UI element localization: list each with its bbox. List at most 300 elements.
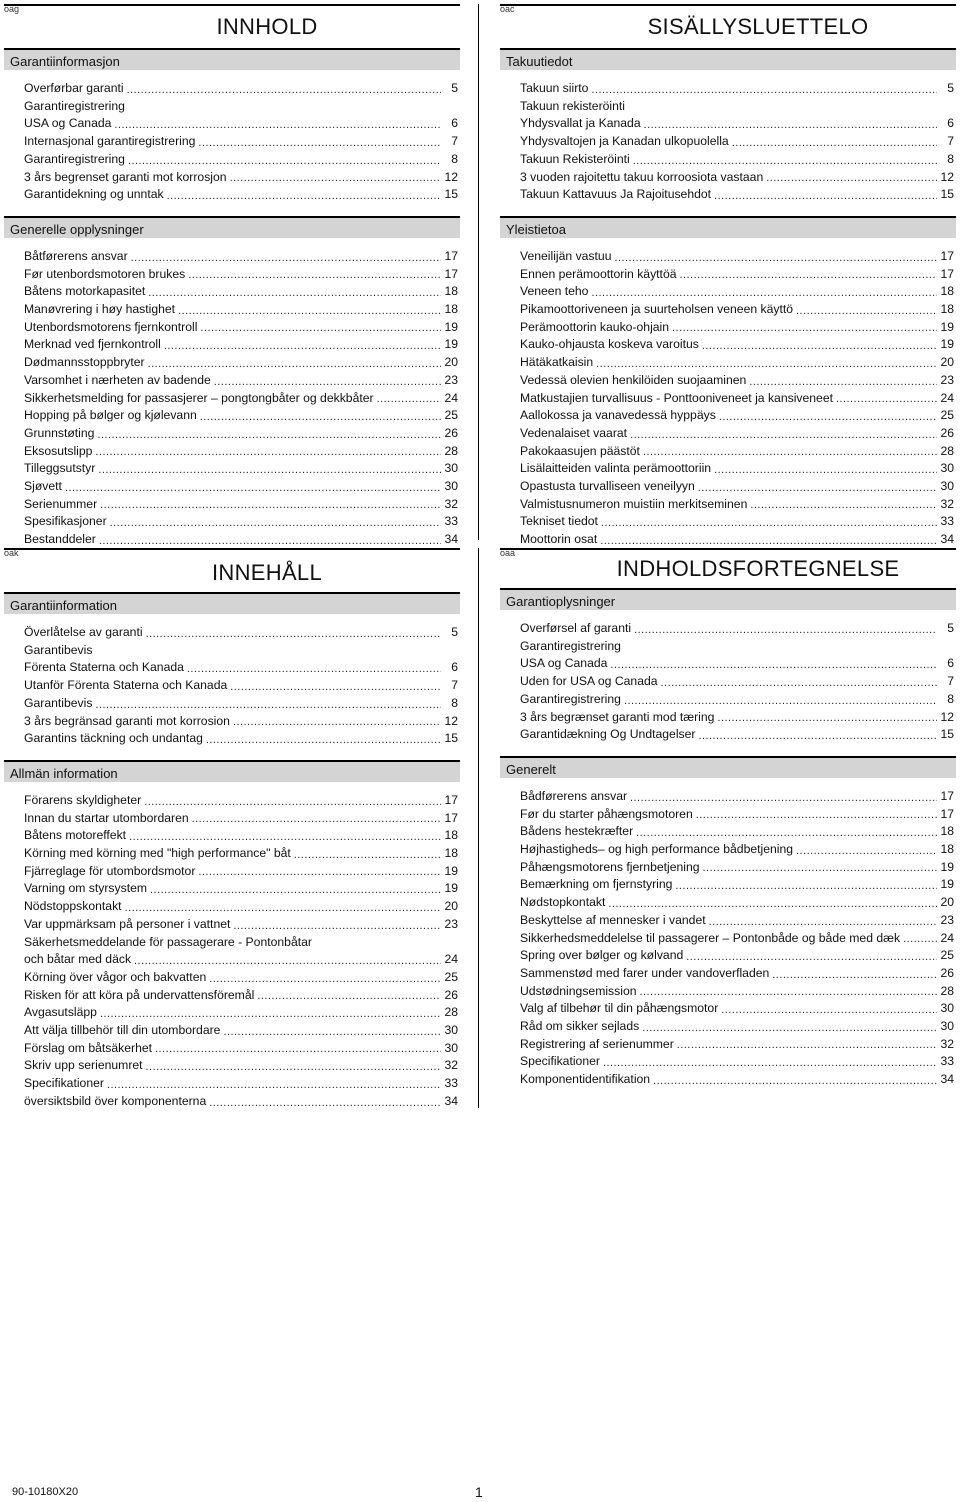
toc-entry-label: Grunnstøting <box>24 425 95 440</box>
toc-entry[interactable] <box>24 951 458 969</box>
section-heading: Takuutiedot <box>500 48 956 70</box>
dot-leader <box>603 1056 937 1071</box>
toc-entry[interactable] <box>520 460 954 478</box>
toc-entry[interactable] <box>520 930 954 948</box>
toc-entry-label: Varning om styrsystem <box>24 881 148 896</box>
toc-sections <box>4 592 460 1123</box>
toc-entry-page: 8 <box>451 151 458 166</box>
toc-entry-page: 15 <box>444 731 458 746</box>
toc-entry[interactable] <box>520 1036 954 1054</box>
toc-entry-label: Perämoottorin kauko-ohjain <box>520 319 670 334</box>
dot-leader <box>206 733 441 748</box>
toc-entry-page: 8 <box>947 151 954 166</box>
toc-entry[interactable] <box>520 169 954 187</box>
dot-leader <box>672 321 937 336</box>
toc-entry[interactable] <box>520 806 954 824</box>
toc-entry-label: Før du starter påhængsmotoren <box>520 806 693 821</box>
toc-entry-label: Förarens skyldigheter <box>24 792 142 807</box>
toc-entry-page: 6 <box>451 116 458 131</box>
toc-entry-page: 18 <box>444 284 458 299</box>
dot-leader <box>601 516 937 531</box>
toc-entry-label: Vedenalaiset vaarat <box>520 425 628 440</box>
dot-leader <box>164 339 441 354</box>
toc-entry[interactable] <box>520 98 954 116</box>
toc-entry[interactable] <box>24 624 458 642</box>
dot-leader <box>714 189 937 204</box>
toc-entry-label: Valmistusnumeron muistiin merkitseminen <box>520 496 748 511</box>
toc-entry-label: Garantiregistrering <box>520 638 621 653</box>
dot-leader <box>198 136 441 151</box>
toc-entry[interactable] <box>24 880 458 898</box>
toc-entry-label: Utanför Förenta Staterna och Kanada <box>24 678 228 693</box>
toc-entry-page: 30 <box>444 1040 458 1055</box>
toc-title: INNHOLD <box>216 14 318 39</box>
toc-entry[interactable] <box>24 1075 458 1093</box>
dot-leader <box>630 428 937 443</box>
toc-sections <box>500 588 956 1101</box>
toc-entry[interactable] <box>520 390 954 408</box>
toc-entry[interactable] <box>24 1093 458 1111</box>
toc-entry-label: Dødmannsstoppbryter <box>24 355 145 370</box>
toc-entry-label: Moottorin osat <box>520 532 598 547</box>
toc-entry-page: 15 <box>940 187 954 202</box>
toc-entry-page: 34 <box>940 1072 954 1087</box>
toc-entry-page: 20 <box>444 355 458 370</box>
dot-leader <box>230 171 441 186</box>
toc-entry-page: 20 <box>940 895 954 910</box>
toc-entry-page: 15 <box>444 187 458 202</box>
toc-entry-label: Serienummer <box>24 496 98 511</box>
dot-leader <box>129 830 441 845</box>
toc-entry-label: Garantiregistrering <box>520 691 621 706</box>
toc-entry-label: Sammenstød med farer under vandoverfladen <box>520 965 770 980</box>
toc-entry[interactable] <box>520 841 954 859</box>
toc-entry[interactable] <box>520 947 954 965</box>
toc-entry-label: Hopping på bølger og kjølevann <box>24 408 197 423</box>
dot-leader <box>209 972 441 987</box>
toc-entry-label: Garantiregistrering <box>24 98 125 113</box>
language-code: oaa <box>500 548 516 558</box>
toc-entry-label: Förenta Staterna och Kanada <box>24 660 184 675</box>
toc-entry-page: 28 <box>940 983 954 998</box>
toc-entry-page: 5 <box>451 81 458 95</box>
toc-entry[interactable] <box>24 810 458 828</box>
dot-leader <box>661 676 937 691</box>
toc-entry-page: 7 <box>451 134 458 149</box>
toc-entry-label: 3 års begrenset garanti mot korrosjon <box>24 169 227 184</box>
dot-leader <box>696 808 937 823</box>
dot-leader <box>643 445 937 460</box>
toc-entry[interactable] <box>24 372 458 390</box>
dot-leader <box>223 1025 441 1040</box>
dot-leader <box>167 189 441 204</box>
toc-entry[interactable] <box>520 354 954 372</box>
toc-entry-label: Garantibevis <box>24 642 93 657</box>
toc-entry-label: Matkustajien turvallisuus - Ponttooniveneet ja kansiveneet <box>520 390 833 405</box>
toc-entry-page: 30 <box>940 1001 954 1016</box>
dot-leader <box>198 865 441 880</box>
toc-entry-page: 25 <box>940 408 954 423</box>
toc-entry[interactable] <box>24 898 458 916</box>
toc-entry[interactable] <box>520 1071 954 1089</box>
dot-leader <box>125 901 441 916</box>
toc-entry-list <box>4 624 460 748</box>
toc-entry-label: Før utenbordsmotoren brukes <box>24 266 186 281</box>
language-code: oak <box>4 548 19 558</box>
dot-leader <box>155 1042 441 1057</box>
toc-entry[interactable] <box>520 638 954 656</box>
dot-leader <box>766 171 937 186</box>
toc-entry[interactable] <box>520 266 954 284</box>
toc-entry-label: Registrering af serienummer <box>520 1036 674 1051</box>
toc-entry[interactable] <box>24 478 458 496</box>
toc-entry-label: Internasjonal garantiregistrering <box>24 134 196 149</box>
toc-entry[interactable] <box>24 792 458 810</box>
dot-leader <box>634 623 937 638</box>
toc-entry-page: 26 <box>444 987 458 1002</box>
toc-entry[interactable] <box>520 1053 954 1071</box>
toc-entry-label: Komponentidentifikation <box>520 1072 651 1087</box>
toc-entry-label: Valg af tilbehør til din påhængsmotor <box>520 1001 719 1016</box>
toc-entry[interactable] <box>24 713 458 731</box>
toc-entry-label: Förslag om båtsäkerhet <box>24 1040 153 1055</box>
toc-entry-label: Båtens motoreffekt <box>24 828 127 843</box>
toc-entry[interactable] <box>520 407 954 425</box>
toc-entry[interactable] <box>520 531 954 549</box>
toc-entry[interactable] <box>24 425 458 443</box>
toc-entry[interactable] <box>24 266 458 284</box>
dot-leader <box>653 1074 937 1089</box>
toc-entry-page: 17 <box>940 248 954 263</box>
toc-entry-page: 17 <box>444 810 458 825</box>
toc-entry[interactable] <box>520 620 954 638</box>
toc-entry[interactable] <box>24 354 458 372</box>
toc-entry-label: Överlåtelse av garanti <box>24 625 143 639</box>
toc-entry-page: 20 <box>940 355 954 370</box>
dot-leader <box>702 339 937 354</box>
dot-leader <box>98 463 441 478</box>
toc-entry-label: Yhdysvaltojen ja Kanadan ulkopuolella <box>520 134 729 149</box>
toc-entry-label: Garantibevis <box>24 695 93 710</box>
toc-entry[interactable] <box>24 460 458 478</box>
toc-entry[interactable] <box>24 248 458 266</box>
toc-entry-label: Lisälaitteiden valinta perämoottoriin <box>520 461 712 476</box>
toc-entry-page: 6 <box>451 660 458 675</box>
toc-entry[interactable] <box>24 115 458 133</box>
toc-entry-label: Sikkerhedsmeddelelse til passagerer – Pontonbåde og både med dæk <box>520 930 901 945</box>
toc-entry-label: Merknad ved fjernkontroll <box>24 337 161 352</box>
toc-entry[interactable] <box>24 390 458 408</box>
dot-leader <box>709 915 937 930</box>
toc-sections <box>500 48 956 561</box>
toc-entry-label: Spesifikasjoner <box>24 514 107 529</box>
toc-entry-page: 19 <box>940 877 954 892</box>
toc-entry-label: Overførsel af garanti <box>520 621 632 635</box>
toc-entry-label: USA og Canada <box>520 656 608 671</box>
toc-entry-page: 32 <box>940 496 954 511</box>
dot-leader <box>97 428 441 443</box>
dot-leader <box>698 481 937 496</box>
toc-entry-page: 28 <box>444 1005 458 1020</box>
toc-entry-page: 24 <box>444 390 458 405</box>
dot-leader <box>65 481 441 496</box>
dot-leader <box>377 392 441 407</box>
toc-entry-label: Bemærkning om fjernstyring <box>520 877 673 892</box>
dot-leader <box>100 1007 441 1022</box>
toc-entry-page: 25 <box>444 969 458 984</box>
toc-entry-label: Säkerhetsmeddelande för passagerare - Pontonbåtar <box>24 934 312 949</box>
toc-entry[interactable] <box>520 186 954 204</box>
toc-entry-page: 12 <box>444 713 458 728</box>
toc-entry[interactable] <box>520 443 954 461</box>
toc-entry[interactable] <box>520 151 954 169</box>
toc-entry-label: Specifikationer <box>24 1076 104 1091</box>
toc-entry[interactable] <box>520 673 954 691</box>
dot-leader <box>749 375 937 390</box>
toc-entry-page: 23 <box>444 916 458 931</box>
dot-leader <box>614 251 937 266</box>
toc-entry-page: 32 <box>444 496 458 511</box>
toc-entry-page: 18 <box>444 828 458 843</box>
toc-entry-page: 28 <box>444 443 458 458</box>
dot-leader <box>188 268 441 283</box>
toc-entry-label: Specifikationer <box>520 1054 600 1069</box>
dot-leader <box>624 694 937 709</box>
section-heading: Generelt <box>500 756 956 778</box>
toc-entry[interactable] <box>24 169 458 187</box>
toc-entry[interactable] <box>24 443 458 461</box>
toc-entry-label: Utenbordsmotorens fjernkontroll <box>24 319 198 334</box>
dot-leader <box>192 812 441 827</box>
toc-entry[interactable] <box>520 709 954 727</box>
toc-entry[interactable] <box>24 695 458 713</box>
toc-entry[interactable] <box>24 1022 458 1040</box>
toc-entry-page: 8 <box>947 691 954 706</box>
toc-entry[interactable] <box>520 372 954 390</box>
toc-entry[interactable] <box>24 916 458 934</box>
toc-entry-label: Pakokaasujen päästöt <box>520 443 640 458</box>
dot-leader <box>200 321 441 336</box>
toc-entry-label: Bådførerens ansvar <box>520 788 628 803</box>
toc-entry[interactable] <box>24 987 458 1005</box>
toc-entry[interactable] <box>24 496 458 514</box>
toc-entry-list <box>4 248 460 549</box>
toc-entry-label: Ennen perämoottorin käyttöä <box>520 266 677 281</box>
toc-entry[interactable] <box>24 301 458 319</box>
dot-leader <box>600 534 937 549</box>
dot-leader <box>636 826 937 841</box>
toc-entry-list <box>500 80 956 204</box>
toc-entry[interactable] <box>520 80 954 98</box>
toc-entry[interactable] <box>520 248 954 266</box>
toc-entry-page: 33 <box>940 1054 954 1069</box>
top-rule <box>4 4 460 6</box>
dot-leader <box>640 985 937 1000</box>
toc-entry[interactable] <box>24 407 458 425</box>
dot-leader <box>110 516 441 531</box>
toc-entry-page: 5 <box>947 81 954 95</box>
dot-leader <box>677 1038 937 1053</box>
toc-entry-page: 18 <box>940 842 954 857</box>
toc-entry-label: Tilleggsutstyr <box>24 461 96 476</box>
toc-entry-label: översiktsbild över komponenterna <box>24 1093 207 1108</box>
toc-entry[interactable] <box>24 642 458 660</box>
toc-entry-page: 24 <box>444 952 458 967</box>
toc-entry[interactable] <box>520 133 954 151</box>
top-rule <box>4 548 460 550</box>
toc-entry[interactable] <box>520 513 954 531</box>
dot-leader <box>796 844 937 859</box>
toc-entry-page: 7 <box>947 674 954 689</box>
dot-leader <box>114 118 441 133</box>
toc-entry[interactable] <box>520 1018 954 1036</box>
toc-entry-page: 17 <box>444 792 458 807</box>
toc-entry-label: Sjøvett <box>24 479 62 494</box>
toc-entry-page: 8 <box>451 695 458 710</box>
toc-entry[interactable] <box>24 827 458 845</box>
toc-entry-page: 18 <box>940 824 954 839</box>
dot-leader <box>95 698 441 713</box>
toc-entry[interactable] <box>24 531 458 549</box>
toc-entry[interactable] <box>520 496 954 514</box>
toc-entry[interactable] <box>24 934 458 952</box>
dot-leader <box>146 627 441 642</box>
dot-leader <box>127 83 441 98</box>
toc-entry-page: 26 <box>940 965 954 980</box>
toc-entry[interactable] <box>24 98 458 116</box>
toc-entry[interactable] <box>520 319 954 337</box>
toc-entry-label: Takuun Kattavuus Ja Rajoitusehdot <box>520 187 712 202</box>
dot-leader <box>714 463 937 478</box>
dot-leader <box>148 357 441 372</box>
toc-entry[interactable] <box>520 983 954 1001</box>
toc-entry-page: 19 <box>444 319 458 334</box>
toc-entry-page: 23 <box>940 372 954 387</box>
toc-entry[interactable] <box>520 726 954 744</box>
toc-entry-page: 18 <box>940 284 954 299</box>
toc-entry[interactable] <box>24 659 458 677</box>
toc-entry-label: Nødstopkontakt <box>520 895 606 910</box>
toc-entry-page: 17 <box>940 788 954 803</box>
dot-leader <box>836 392 937 407</box>
dot-leader <box>148 286 441 301</box>
toc-entry-label: Innan du startar utombordaren <box>24 810 189 825</box>
toc-entry-list <box>500 620 956 744</box>
toc-entry[interactable] <box>520 115 954 133</box>
toc-entry[interactable] <box>24 863 458 881</box>
toc-entry[interactable] <box>520 912 954 930</box>
dot-leader <box>128 154 441 169</box>
toc-entry-label: Kauko-ohjausta koskeva varoitus <box>520 337 699 352</box>
toc-entry-label: Båtførerens ansvar <box>24 248 128 263</box>
toc-entry[interactable] <box>520 965 954 983</box>
dot-leader <box>100 498 441 513</box>
dot-leader <box>591 83 937 98</box>
toc-entry[interactable] <box>24 133 458 151</box>
dot-leader <box>134 954 441 969</box>
toc-entry[interactable] <box>24 730 458 748</box>
toc-entry-label: Hätäkatkaisin <box>520 355 594 370</box>
dot-leader <box>750 498 937 513</box>
toc-entry-page: 26 <box>444 425 458 440</box>
toc-entry-page: 7 <box>947 134 954 149</box>
toc-entry-label: Yhdysvallat ja Kanada <box>520 116 641 131</box>
document-number: 90-10180X20 <box>12 1486 79 1498</box>
toc-entry-page: 23 <box>940 912 954 927</box>
toc-entry[interactable] <box>24 513 458 531</box>
dot-leader <box>95 445 441 460</box>
page-number: 1 <box>475 1484 483 1500</box>
toc-entry[interactable] <box>520 425 954 443</box>
toc-entry[interactable] <box>24 319 458 337</box>
toc-entry[interactable] <box>24 283 458 301</box>
toc-entry-page: 30 <box>940 461 954 476</box>
toc-entry-list <box>4 792 460 1111</box>
dot-leader <box>99 534 441 549</box>
toc-entry-label: Takuun rekisteröinti <box>520 98 625 113</box>
toc-entry-page: 5 <box>947 621 954 635</box>
toc-entry[interactable] <box>520 301 954 319</box>
toc-entry-page: 18 <box>940 302 954 317</box>
dot-leader <box>294 848 441 863</box>
toc-entry[interactable] <box>24 677 458 695</box>
toc-entry[interactable] <box>24 186 458 204</box>
toc-entry[interactable] <box>520 283 954 301</box>
section-heading: Allmän information <box>4 760 460 782</box>
toc-entry[interactable] <box>520 478 954 496</box>
toc-entry[interactable] <box>24 80 458 98</box>
toc-entry[interactable] <box>520 876 954 894</box>
toc-entry-page: 33 <box>940 514 954 529</box>
toc-entry[interactable] <box>520 691 954 709</box>
toc-entry-page: 30 <box>444 1023 458 1038</box>
toc-entry-page: 19 <box>444 337 458 352</box>
toc-entry[interactable] <box>520 655 954 673</box>
toc-entry-page: 28 <box>940 443 954 458</box>
toc-entry-label: Råd om sikker sejlads <box>520 1019 640 1034</box>
toc-entry-page: 30 <box>940 479 954 494</box>
dot-leader <box>107 1078 441 1093</box>
toc-entry-page: 33 <box>444 1076 458 1091</box>
toc-entry-label: Båtens motorkapasitet <box>24 284 146 299</box>
toc-entry-page: 25 <box>940 948 954 963</box>
toc-entry-label: Udstødningsemission <box>520 983 637 998</box>
toc-entry[interactable] <box>520 336 954 354</box>
toc-title: INDHOLDSFORTEGNELSE <box>616 556 900 581</box>
toc-entry-list <box>500 248 956 549</box>
toc-entry[interactable] <box>24 1040 458 1058</box>
toc-entry[interactable] <box>24 336 458 354</box>
toc-entry-page: 24 <box>940 390 954 405</box>
dot-leader <box>209 1096 441 1111</box>
toc-entry[interactable] <box>24 969 458 987</box>
toc-entry-list <box>4 80 460 204</box>
toc-entry-list <box>500 788 956 1089</box>
toc-entry[interactable] <box>520 1000 954 1018</box>
dot-leader <box>903 932 937 947</box>
toc-entry[interactable] <box>24 1057 458 1075</box>
toc-entry[interactable] <box>520 859 954 877</box>
toc-entry-label: Eksosutslipp <box>24 443 93 458</box>
toc-entry[interactable] <box>520 788 954 806</box>
toc-entry[interactable] <box>520 823 954 841</box>
toc-sections <box>4 48 460 561</box>
toc-entry[interactable] <box>24 1004 458 1022</box>
toc-entry[interactable] <box>24 845 458 863</box>
toc-entry[interactable] <box>520 894 954 912</box>
toc-entry[interactable] <box>24 151 458 169</box>
dot-leader <box>675 879 937 894</box>
